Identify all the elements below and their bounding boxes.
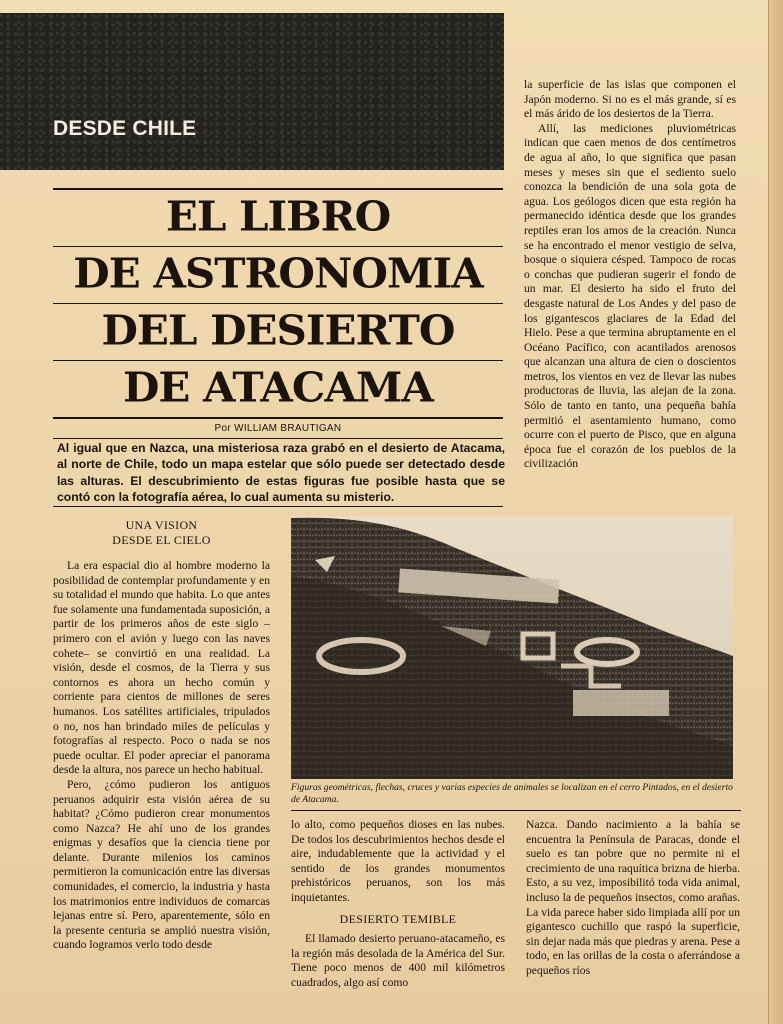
subhead-una-vision (53, 518, 270, 547)
section-label: DESDE CHILE (53, 117, 197, 140)
byline: Por WILLIAM BRAUTIGAN (214, 423, 342, 434)
column-left (53, 518, 270, 953)
paragraph: Nazca. Dando nacimiento a la bahía se encuentra la Península de Paracas, donde el suelo es tan pobre que no permite ni el crecimiento de una raquítica brizna de hierba. Esto, a su vez, imposibilitó toda vida animal, incluso la de pequeños insectos, como arañas. La vida parece haber sido limpiada allí por un gigantesco cuchillo que raspó la superficie, sin dejar nada más que piedras y arena. Pese a todo, en las orillas de la costa o aferrándose a pequeños ríos (526, 818, 740, 977)
headline-rule-top (53, 188, 503, 190)
headline-rule-1 (53, 246, 503, 247)
paragraph: Pero, ¿cómo pudieron los antiguos peruanos adquirir esta visión aérea de su habitat? ¿Cómo pudieron crear monumentos como Nazca? He ahí uno de los grandes enigmas y desafíos que la ciencia tiene por delante. Durante milenios los caminos permitieron la comunicación entre las diversas comunidades, el comercio, la industria y hasta los matrimonios entre individuos de comarcas lejanas entre sí. Pero, aparentemente, sólo en la presente centuria se amplió nuestra visión, cuando logramos verlo todo desde (53, 777, 270, 952)
paragraph: Allí, las mediciones pluviométricas indican que caen menos de dos centímetros de agua al año, lo que significa que pasan meses y meses sin que el sediento suelo conozca la bendición de una sola gota de agua. Los geólogos dicen que esta región ha permanecido idéntica desde que los grandes reptiles eran los amos de la creación. Nunca se ha encontrado el menor vestigio de selva, bosque o siquiera césped. Tampoco de rocas o conchas que pudieran sugerir el fondo de un mar. El desierto ha sido el fruto del desgaste natural de Los Andes y del paso de los gigantescos glaciares de la Edad del Hielo. Pese a que termina abruptamente en el Océano Pacífico, con acantilados arenosos que alcanzan una altura de cien o doscientos metros, los vientos en vez de llevar las nubes productoras de lluvia, las alejan de la zona. Sólo de tanto en tanto, una pequeña bahía permitió el asentamiento humano, como ocurre con el puerto de Pisco, que en alguna época fue el corazón de los pueblos de la civilización (524, 121, 736, 471)
headline-line-2: DE ASTRONOMIA (73, 249, 483, 298)
paragraph: la superficie de las islas que componen el Japón moderno. Si no es el más grande, sí es el más árido de los desiertos de la Tierra. (524, 78, 736, 121)
lead-rule-bottom (53, 506, 503, 507)
lead-paragraph: Al igual que en Nazca, una misteriosa raza grabó en el desierto de Atacama, al norte de Chile, todo un mapa estelar que sólo puede ser detectado desde las alturas. El descubrimiento de estas figuras fue posible hasta que se contó con la fotografía aérea, lo cual aumenta su misterio. (57, 441, 505, 505)
headline-line-1: EL LIBRO (165, 192, 391, 241)
headline-rule-bottom (53, 417, 503, 419)
subhead-line-2: DESDE EL CIELO (112, 532, 211, 547)
paragraph: La era espacial dio al hombre moderno la posibilidad de contemplar profundamente y en su totalidad el mundo que habita. Lo que antes fue solamente una fundamentada suposición, a partir de los primeros años de este siglo –primero con el avión y luego con las naves cohete– se convirtió en una realidad. La visión, desde el cosmos, de la Tierra y sus contornos es ahora un hecho común y corriente para cientos de millones de seres humanos. Los satélites artificiales, tripulados o no, nos han brindado miles de películas y fotografías al respecto. Poco o nada se nos puede ocultar. El poder apreciar el panorama desde la altura, nos parece un hecho habitual. (53, 559, 270, 777)
headline-rule-2 (53, 303, 503, 304)
paragraph: El llamado desierto peruano-atacameño, es la región más desolada de la América del Sur. Tiene poco menos de 400 mil kilómetros cuadrados, algo así como (291, 932, 505, 989)
headline-rule-3 (53, 360, 503, 361)
headline-line-3: DEL DESIERTO (101, 306, 455, 355)
column-middle-bottom (291, 818, 505, 990)
paragraph: lo alto, como pequeños dioses en las nubes. De todos los descubrimientos hechos desde el aire, indudablemente que la actividad y el sentido de los grandes monumentos prehistóricos peruanos, son los más inquietantes. (291, 818, 505, 904)
caption-rule (291, 810, 741, 811)
subhead-line-1: UNA VISION (125, 518, 198, 532)
lead-rule-top (53, 438, 503, 439)
page-edge (768, 0, 783, 1024)
subhead-desierto-temible: DESIERTO TEMIBLE (339, 911, 457, 926)
hillside-geoglyph-image (291, 516, 733, 779)
photo-caption: Figuras geométricas, flechas, cruces y varias especies de animales se localizan en el cerro Pintados, en el desierto de Atacama. (291, 782, 733, 805)
headline-line-4: DE ATACAMA (123, 363, 433, 412)
photo-cerro-pintados (291, 516, 733, 779)
column-right-bottom (526, 818, 740, 979)
section-banner (0, 13, 504, 170)
column-right-top (524, 78, 736, 472)
